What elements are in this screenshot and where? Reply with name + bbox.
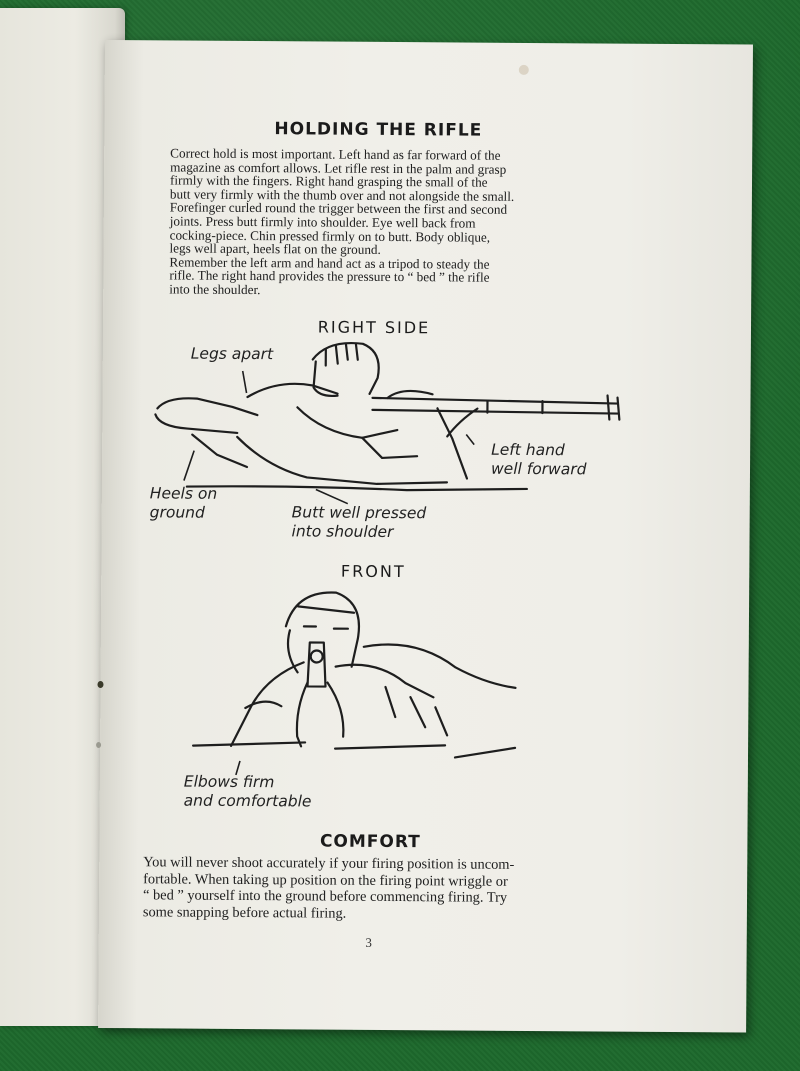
text-line: You will never shoot accurately if your firing position is uncom- (143, 854, 515, 873)
text-line: legs well apart, heels flat on the ground. (169, 240, 381, 258)
page-heading: HOLDING THE RIFLE (274, 119, 483, 141)
text-line: rifle. The right hand provides the pressure to “ bed ” the rifle (169, 267, 490, 286)
text-line: some snapping before actual firing. (142, 903, 347, 922)
text-line: into the shoulder. (169, 281, 261, 298)
booklet-page (98, 40, 753, 1032)
text-line: fortable. When taking up position on the firing point wriggle or (143, 870, 508, 890)
left-hand-label: Left hand well forward (490, 440, 587, 479)
front-title: FRONT (340, 561, 406, 582)
right-side-title: RIGHT SIDE (317, 317, 431, 338)
text-line: magazine as comfort allows. Let rifle rest in the palm and grasp (170, 159, 507, 177)
page-number: 3 (365, 934, 373, 950)
comfort-title: COMFORT (319, 831, 421, 853)
butt-label: Butt well pressed into shoulder (291, 503, 427, 542)
elbows-label: Elbows firm and comfortable (183, 772, 312, 811)
text-line: firmly with the fingers. Right hand grasping the small of the (169, 172, 488, 190)
comfort-paragraph (143, 854, 613, 923)
text-line: Correct hold is most important. Left hand as far forward of the (170, 145, 501, 163)
text-line: Forefinger curled round the trigger between the first and second (169, 199, 508, 218)
text-line: joints. Press butt firmly into shoulder. Eye well back from (169, 213, 476, 231)
legs-apart-label: Legs apart (190, 344, 274, 364)
text-line: butt very firmly with the thumb over and not alongside the small. (169, 186, 515, 204)
text-line: Remember the left arm and hand act as a tripod to steady the (169, 254, 490, 272)
text-line: cocking-piece. Chin pressed firmly on to butt. Body oblique, (169, 227, 491, 245)
front-view-rifleman-illustration (185, 586, 546, 764)
text-line: “ bed ” yourself into the ground before commencing firing. Try (142, 887, 508, 906)
heels-label: Heels on ground (149, 484, 218, 522)
